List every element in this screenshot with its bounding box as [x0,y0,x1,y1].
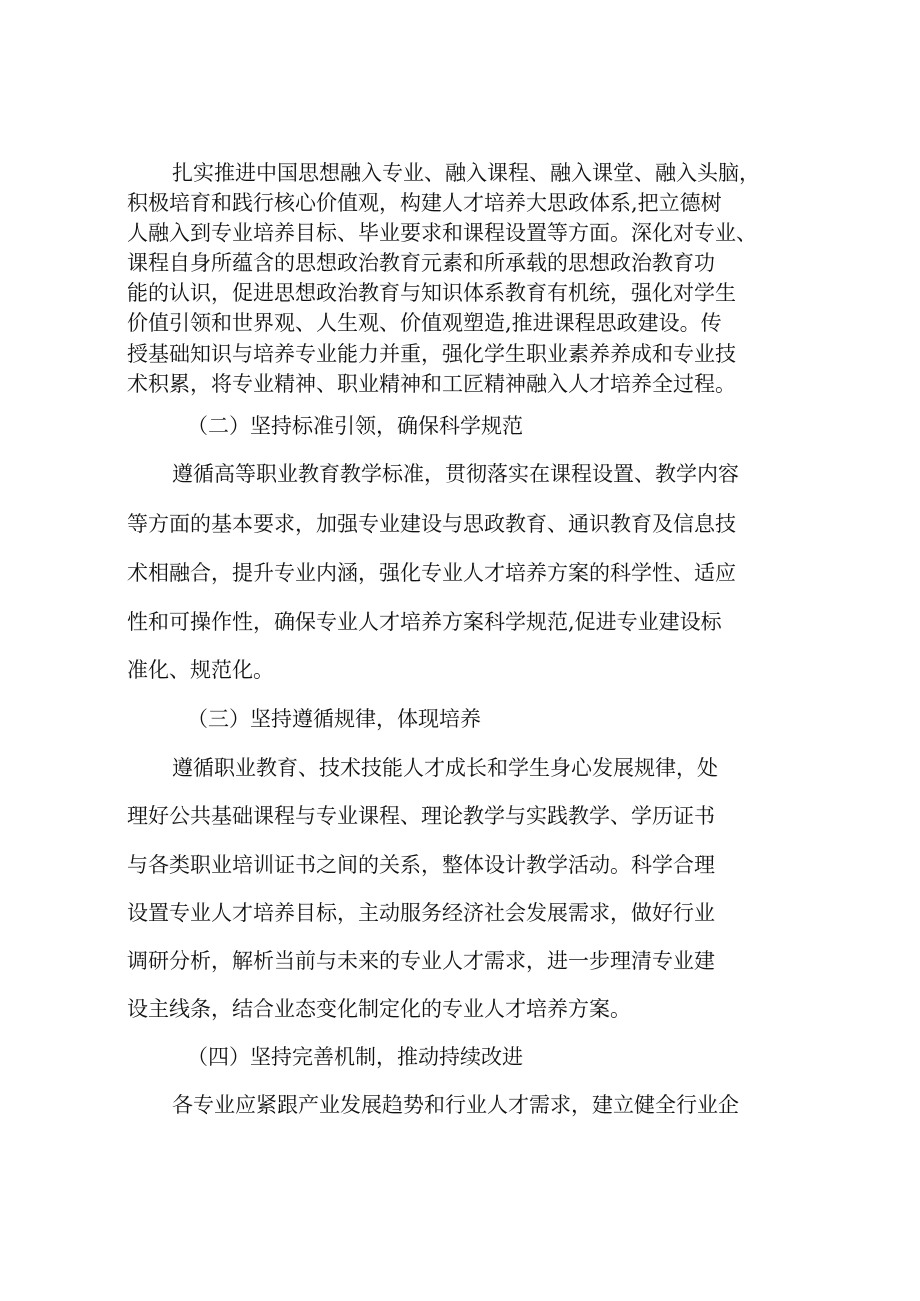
text-line: 价值引领和世界观、人生观、价值观塑造,推进课程思政建设。传 [127,311,722,335]
section-heading-standards: （二）坚持标准引领，确保科学规范 [187,414,523,438]
text-line: 课程自身所蕴含的思想政治教育元素和所承载的思想政治教育功 [127,251,715,275]
text-line: 调研分析，解析当前与未来的专业人才需求，进一步理清专业建 [127,949,715,973]
text-line: 遵循高等职业教育教学标准，贯彻落实在课程设置、教学内容 [172,462,739,486]
section-heading-laws: （三）坚持遵循规律，体现培养 [187,707,481,731]
text-line: 各专业应紧跟产业发展趋势和行业人才需求，建立健全行业企 [172,1093,739,1117]
text-line: 与各类职业培训证书之间的关系，整体设计教学活动。科学合理 [127,853,715,877]
section-heading-mechanism: （四）坚持完善机制，推动持续改进 [187,1045,523,1069]
text-line: 术积累，将专业精神、职业精神和工匠精神融入人才培养全过程。 [127,372,736,396]
text-line: 理好公共基础课程与专业课程、理论教学与实践教学、学历证书 [127,804,715,828]
text-line: 授基础知识与培养专业能力并重，强化学生职业素养养成和专业技 [127,342,736,366]
text-line: 设置专业人才培养目标，主动服务经济社会发展需求，做好行业 [127,901,715,925]
text-line: 设主线条，结合业态变化制定化的专业人才培养方案。 [127,997,631,1021]
text-line: 术相融合，提升专业内涵，强化专业人才培养方案的科学性、适应 [127,561,736,585]
text-line: 准化、规范化。 [127,658,274,682]
text-line: 等方面的基本要求，加强专业建设与思政教育、通识教育及信息技 [127,512,736,536]
text-line: 扎实推进中国思想融入专业、融入课程、融入课堂、融入头脑， [172,161,760,185]
text-line: 积极培育和践行核心价值观，构建人才培养大思政体系,把立德树 [127,191,722,215]
text-line: 遵循职业教育、技术技能人才成长和学生身心发展规律，处 [172,756,718,780]
text-line: 人融入到专业培养目标、毕业要求和课程设置等方面。深化对专业、 [127,221,757,245]
text-line: 能的认识，促进思想政治教育与知识体系教育有机统，强化对学生 [127,281,736,305]
text-line: 性和可操作性，确保专业人才培养方案科学规范,促进专业建设标 [127,610,722,634]
